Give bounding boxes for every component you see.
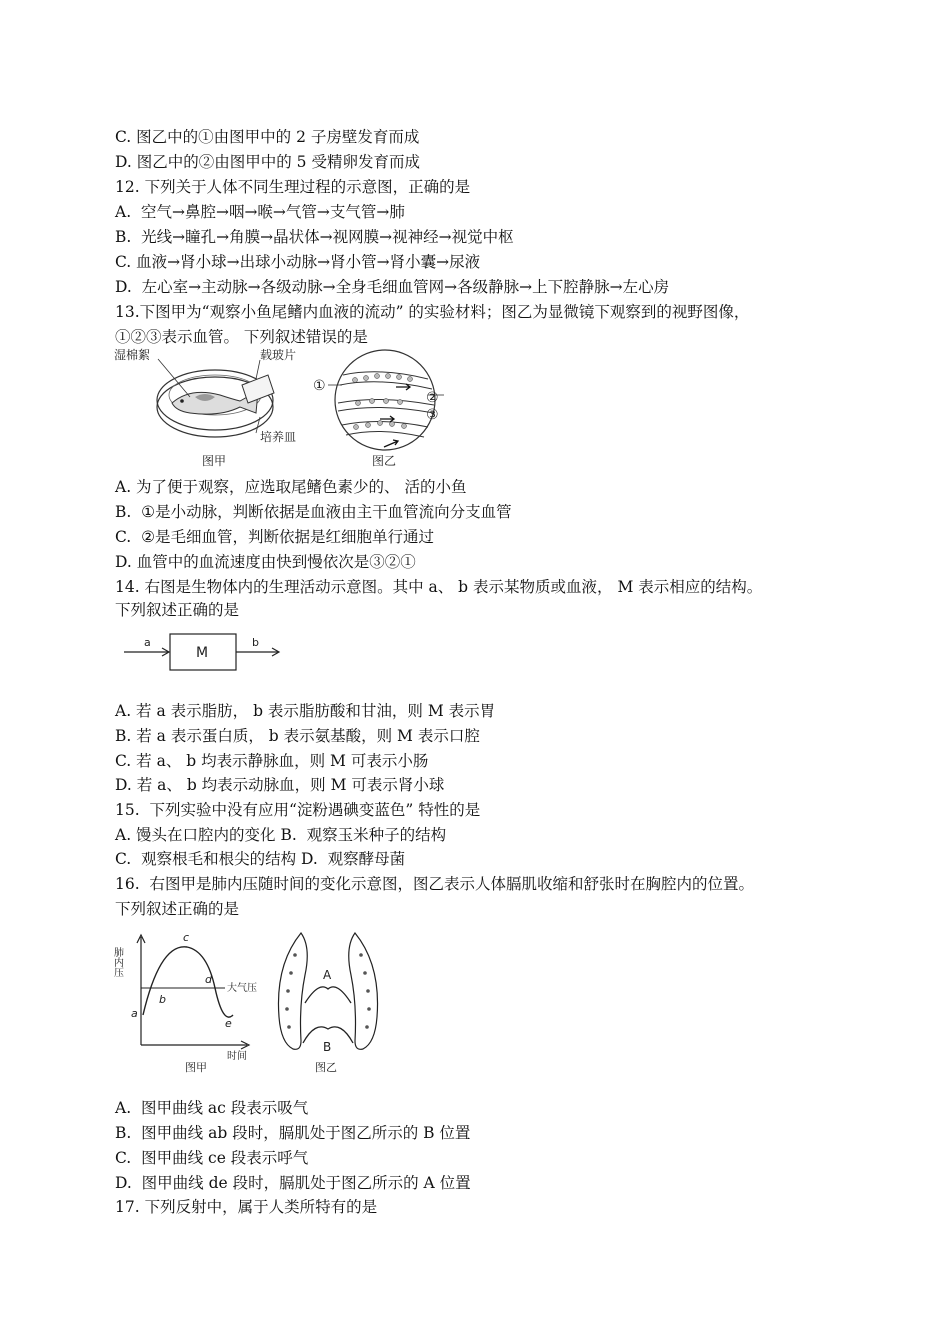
q12-option-c: C. 血液→肾小球→出球小动脉→肾小管→肾小囊→尿液 [115, 253, 481, 271]
q13-microscope-field [335, 350, 435, 450]
caption-fig-a: 图甲 [202, 454, 227, 468]
q15-options-cd: C. 观察根毛和根尖的结构 D. 观察酵母菌 [115, 850, 406, 868]
q15-stem: 15. 下列实验中没有应用“淀粉遇碘变蓝色” 特性的是 [115, 801, 481, 819]
point-e: e [225, 1017, 232, 1030]
q12-option-d: D. 左心室→主动脉→各级动脉→全身毛细血管网→各级静脉→上下腔静脉→左心房 [115, 278, 670, 296]
q16-option-b: B. 图甲曲线 ab 段时，膈肌处于图乙所示的 B 位置 [115, 1124, 471, 1142]
q15-options-ab: A. 馒头在口腔内的变化 B. 观察玉米种子的结构 [115, 826, 447, 844]
q16-option-c: C. 图甲曲线 ce 段表示呼气 [115, 1149, 309, 1167]
label-slide: 载玻片 [260, 348, 297, 362]
q17-stem: 17. 下列反射中，属于人类所特有的是 [115, 1198, 378, 1216]
mark-3: ③ [426, 407, 439, 423]
q16-stem-line2: 下列叙述正确的是 [115, 900, 240, 918]
mark-1: ① [313, 378, 326, 394]
label-A: A [323, 968, 332, 982]
q13-stem-line2: ①②③表示血管。 下列叙述错误的是 [115, 328, 368, 346]
q14-option-d: D. 若 a、 b 均表示动脉血，则 M 可表示肾小球 [115, 776, 445, 794]
ylabel: 肺内压 [111, 947, 123, 977]
caption-fig-a: 图甲 [185, 1061, 207, 1074]
q16-option-d: D. 图甲曲线 de 段时，膈肌处于图乙所示的 A 位置 [115, 1174, 471, 1192]
q13-option-b: B. ①是小动脉，判断依据是血液由主干血管流向分支血管 [115, 503, 512, 521]
q14-option-b: B. 若 a 表示蛋白质， b 表示氨基酸，则 M 表示口腔 [115, 727, 480, 745]
q14-stem-line2: 下列叙述正确的是 [115, 601, 240, 619]
label-m: M [196, 645, 209, 661]
q13-option-d: D. 血管中的血流速度由快到慢依次是③②① [115, 553, 416, 571]
point-c: c [183, 931, 190, 944]
q14-option-a: A. 若 a 表示脂肪， b 表示脂肪酸和甘油，则 M 表示胃 [115, 702, 496, 720]
q16-chest-diagram [278, 933, 377, 1049]
label-b: b [252, 636, 259, 649]
q13-option-c: C. ②是毛细血管，判断依据是红细胞单行通过 [115, 528, 434, 546]
q13-figure-fish-tail [110, 345, 440, 470]
label-a: a [144, 636, 151, 649]
q16-stem-line1: 16. 右图甲是肺内压随时间的变化示意图，图乙表示人体膈肌收缩和舒张时在胸腔内的位置。 [115, 875, 755, 893]
q13-option-a: A. 为了便于观察，应选取尾鳍色素少的、 活的小鱼 [115, 478, 467, 496]
caption-fig-b: 图乙 [315, 1061, 337, 1074]
q14-option-c: C. 若 a、 b 均表示静脉血，则 M 可表示小肠 [115, 752, 429, 770]
q16-figure-lung-pressure [111, 925, 405, 1075]
q12-stem: 12. 下列关于人体不同生理过程的示意图，正确的是 [115, 178, 471, 196]
point-d: d [205, 973, 212, 986]
atm-label: 大气压 [227, 983, 257, 994]
q16-option-a: A. 图甲曲线 ac 段表示吸气 [115, 1099, 309, 1117]
q14-stem-line1: 14. 右图是生物体内的生理活动示意图。其中 a、 b 表示某物质或血液， M 表示相应的结构。 [115, 578, 763, 596]
q11-option-d: D. 图乙中的②由图甲中的 5 受精卵发育而成 [115, 153, 420, 171]
q13-stem-line1: 13.下图甲为“观察小鱼尾鳍内血液的流动” 的实验材料；图乙为显微镜下观察到的视野图像， [115, 303, 750, 321]
point-b: b [159, 993, 166, 1006]
mark-2: ② [426, 390, 439, 406]
pressure-curve [143, 947, 233, 1017]
caption-fig-b: 图乙 [372, 454, 397, 468]
q13-glass-slide [242, 375, 274, 403]
q12-option-a: A. 空气→鼻腔→咽→喉→气管→支气管→肺 [115, 203, 405, 221]
label-dish: 培养皿 [260, 430, 297, 444]
diaphragm-a [305, 987, 351, 1003]
q11-option-c: C. 图乙中的①由图甲中的 2 子房壁发育而成 [115, 128, 420, 146]
q12-option-b: B. 光线→瞳孔→角膜→晶状体→视网膜→视神经→视觉中枢 [115, 228, 514, 246]
q14-figure-flow [120, 628, 290, 676]
label-B: B [323, 1040, 332, 1054]
point-a: a [131, 1007, 138, 1020]
xlabel: 时间 [227, 1051, 247, 1062]
label-wet-cotton: 湿棉絮 [114, 348, 151, 362]
